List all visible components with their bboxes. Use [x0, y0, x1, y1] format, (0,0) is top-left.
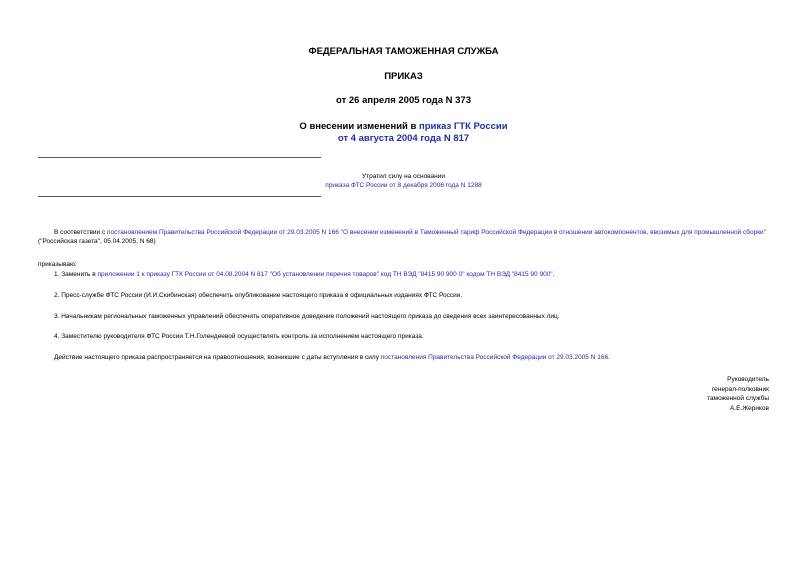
preamble-paragraph: [38, 228, 770, 246]
item-1-end: .: [552, 271, 555, 278]
effect-paragraph: [38, 353, 770, 362]
effect-end: .: [608, 354, 610, 361]
document-date: от 26 апреля 2005 года N 373: [336, 95, 471, 106]
signature-title: Руководитель: [727, 376, 769, 383]
status-note: Утратил силу на основании: [361, 173, 446, 180]
agency-heading: ФЕДЕРАЛЬНАЯ ТАМОЖЕННАЯ СЛУЖБА: [308, 46, 499, 57]
signature-block: [707, 375, 769, 413]
document-type-heading: ПРИКАЗ: [384, 71, 423, 82]
signature-rank: генерал-полковник: [711, 385, 769, 393]
subject-prefix: О внесении изменений в: [299, 121, 420, 132]
signature-name: А.Е.Жериков: [729, 404, 769, 412]
divider-bottom: [38, 196, 321, 197]
subject-link-date[interactable]: от 4 августа 2004 года N 817: [337, 133, 470, 144]
order-item-4: 4. Заместителю руководителя ФТС России Т.Н.Голендеевой осуществлять контроль за исполнением настоящего приказа.: [54, 333, 424, 340]
item-1-text: 1. Заменить в: [54, 271, 98, 278]
item-1-link[interactable]: приложении 1 к приказу ГТК России от 04.08.2004 N 817 "Об установлении перечня товаров" код ТН ВЭД "8415 90 900 0" кодом ТН ВЭД "8415 90 900": [97, 271, 553, 278]
signature-service: таможенной службы: [707, 395, 769, 402]
preamble-text: В соответствии с: [54, 229, 108, 236]
effect-decree-link[interactable]: постановления Правительства Российской Федерации от 29.03.2005 N 166: [380, 354, 609, 361]
order-item-1: [38, 270, 770, 279]
divider-top: [38, 157, 321, 158]
preamble-decree-link[interactable]: постановлением Правительства Российской Федерации от 29.03.2005 N 166 "О внесении изменений в Таможенный тариф Российской Федерации в отношении автокомпонентов, ввозимых для промышленной сборки": [107, 229, 766, 236]
order-item-2: 2. Пресс-службе ФТС России (И.И.Скибинская) обеспечить опубликование настоящего приказа в официальных изданиях ФТС России.: [54, 292, 463, 299]
subject-link-order[interactable]: приказ ГТК России: [419, 121, 508, 132]
order-item-3: 3. Начальникам региональных таможенных управлений обеспечить оперативное доведение положений настоящего приказа до сведения всех заинтересованных лиц.: [54, 313, 560, 320]
status-repeal-link[interactable]: приказа ФТС России от 8 декабря 2006 года N 1288: [325, 182, 482, 189]
document-subject: [0, 121, 807, 132]
preamble-source: ("Российская газета", 05.04.2005, N 68): [38, 238, 156, 245]
order-word: приказываю:: [38, 261, 77, 268]
effect-text: Действие настоящего приказа распространяется на правоотношения, возникшие с даты вступления в силу: [54, 354, 381, 361]
